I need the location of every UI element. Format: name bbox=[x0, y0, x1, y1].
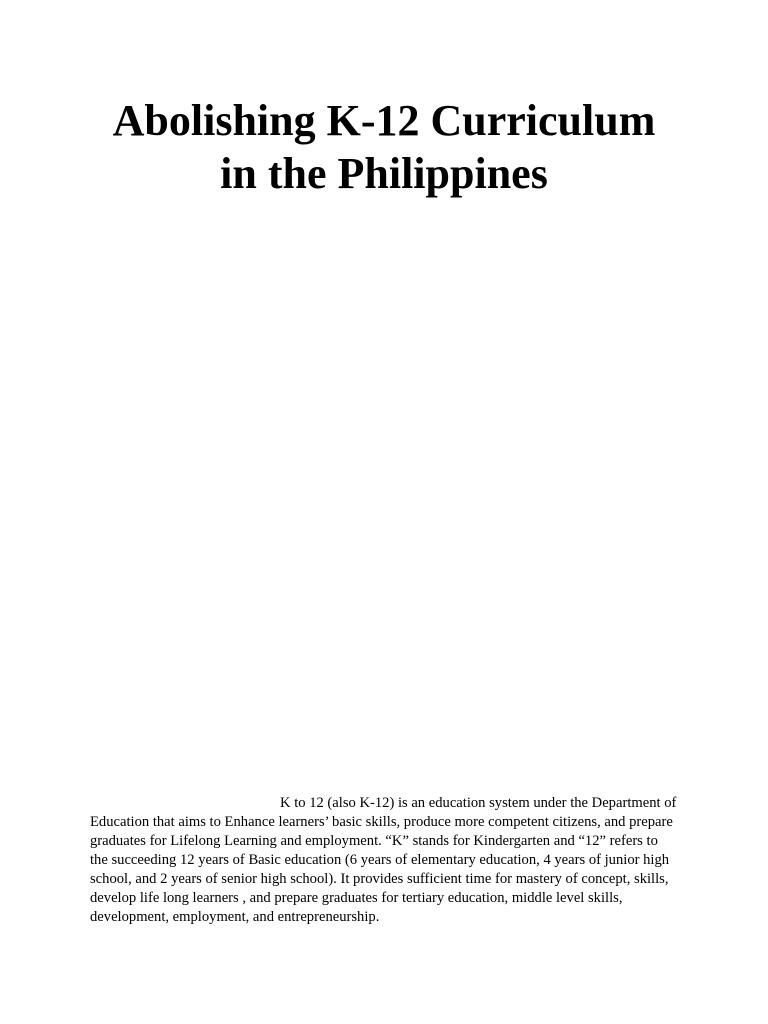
document-title bbox=[60, 94, 708, 200]
document-title-line-1: Abolishing K-12 Curriculum bbox=[112, 96, 656, 145]
body-paragraph: K to 12 (also K-12) is an education system under the Department of Education that aims to Enhance learners’ basic skills, produce more competent citizens, and prepare graduates for Lifelong Learning and employment. “K” stands for Kindergarten and “12” refers to the succeeding 12 years of Basic education (6 years of elementary education, 4 years of junior high school, and 2 years of senior high school). It provides sufficient time for mastery of concept, skills, develop life long learners , and prepare graduates for tertiary education, middle level skills, development, employment, and entrepreneurship. bbox=[90, 795, 677, 925]
document-title-line-2: in the Philippines bbox=[220, 149, 548, 198]
